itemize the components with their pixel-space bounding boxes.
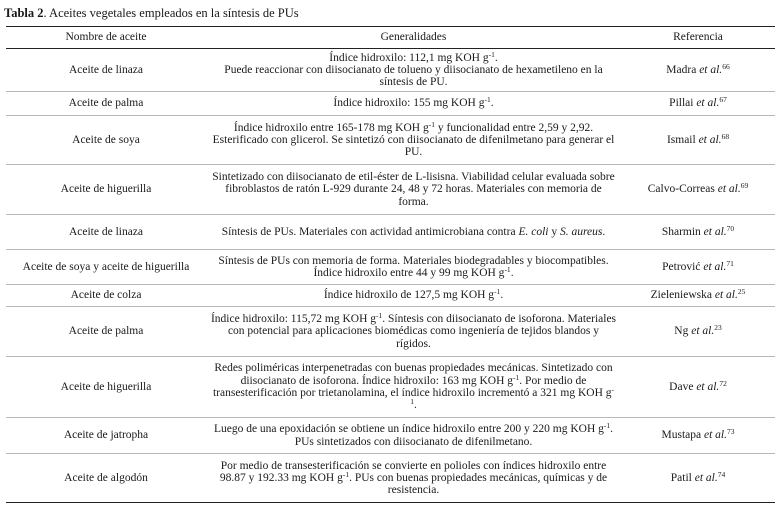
reference-cell: Sharmin et al.$^{70}$: [621, 215, 775, 250]
general-cell: Índice hidroxilo: 112,1 mg KOH $g^{-1}$. Puede reaccionar con diisocianato de tolueno y diisocianato de hexametileno en la síntesis de PU.: [206, 49, 621, 92]
table-caption: [4, 6, 299, 21]
reference-cell: Petrović et al.$^{71}$: [621, 250, 775, 285]
reference-cell: Pillai et al.$^{67}$: [621, 92, 775, 116]
table-row: [6, 116, 775, 165]
table-row: [6, 418, 775, 454]
general-cell: Redes poliméricas interpenetradas con buenas propiedades mecánicas. Sintetizado con diisocianato de isoforona. Índice hidroxilo: 163 mg KOH $g^{-1}$. Por medio de transesterificación por trietanolamina, el índice hidroxilo incrementó a 321 mg KOH $g^{-1}$.: [206, 357, 621, 418]
oil-name-cell: Aceite de linaza: [6, 49, 206, 92]
table-row: [6, 285, 775, 307]
table-row: [6, 454, 775, 503]
reference-cell: Patil et al.$^{74}$: [621, 454, 775, 503]
table-row: [6, 250, 775, 285]
oil-name-cell: Aceite de soya y aceite de higuerilla: [6, 250, 206, 285]
oil-name-cell: Aceite de jatropha: [6, 418, 206, 454]
reference-cell: Calvo-Correas et al.$^{69}$: [621, 165, 775, 215]
reference-cell: Ismail et al.$^{68}$: [621, 116, 775, 165]
table-label: Tabla 2: [4, 6, 44, 20]
reference-cell: Zieleniewska et al.$^{25}$: [621, 285, 775, 307]
oil-name-cell: Aceite de higuerilla: [6, 357, 206, 418]
general-cell: Síntesis de PUs. Materiales con actividad antimicrobiana contra E. coli y S. aureus.: [206, 215, 621, 250]
general-cell: Índice hidroxilo de 127,5 mg KOH $g^{-1}$.: [206, 285, 621, 307]
general-cell: Síntesis de PUs con memoria de forma. Materiales biodegradables y biocompatibles. Índice hidroxilo entre 44 y 99 mg KOH $g^{-1}$.: [206, 250, 621, 285]
oil-name-cell: Aceite de algodón: [6, 454, 206, 503]
reference-cell: Ng et al.$^{23}$: [621, 307, 775, 357]
general-cell: Índice hidroxilo entre 165-178 mg KOH $g^{-1}$ y funcionalidad entre 2,59 y 2,92. Esterificado con glicerol. Se sintetizó con diisocianato de difenilmetano para generar el PU.: [206, 116, 621, 165]
oil-name-cell: Aceite de higuerilla: [6, 165, 206, 215]
table-row: [6, 215, 775, 250]
oil-name-cell: Aceite de linaza: [6, 215, 206, 250]
header-row: [6, 27, 775, 49]
table-row: [6, 165, 775, 215]
reference-cell: Mustapa et al.$^{73}$: [621, 418, 775, 454]
oil-name-cell: Aceite de soya: [6, 116, 206, 165]
header-general: Generalidades: [206, 27, 621, 49]
general-cell: Índice hidroxilo: 115,72 mg KOH $g^{-1}$. Síntesis con diisocianato de isoforona. Materiales con potencial para aplicaciones biomédicas como ingeniería de tejidos blandos y rígidos.: [206, 307, 621, 357]
reference-cell: Madra et al.$^{66}$: [621, 49, 775, 92]
header-reference: Referencia: [621, 27, 775, 49]
oil-name-cell: Aceite de palma: [6, 307, 206, 357]
table-row: [6, 92, 775, 116]
table-row: [6, 307, 775, 357]
table-title: . Aceites vegetales empleados en la síntesis de PUs: [43, 6, 299, 20]
general-cell: Índice hidroxilo: 155 mg KOH $g^{-1}$.: [206, 92, 621, 116]
oil-name-cell: Aceite de colza: [6, 285, 206, 307]
general-cell: Por medio de transesterificación se convierte en polioles con índices hidroxilo entre 98.87 y 192.33 mg KOH $g^{-1}$. PUs con buenas propiedades mecánicas, químicas y de resistencia.: [206, 454, 621, 503]
general-cell: Luego de una epoxidación se obtiene un índice hidroxilo entre 200 y 220 mg KOH $g^{-1}$. PUs sintetizados con diisocianato de difenilmetano.: [206, 418, 621, 454]
table-row: [6, 49, 775, 92]
header-oil-name: Nombre de aceite: [6, 27, 206, 49]
reference-cell: Dave et al.$^{72}$: [621, 357, 775, 418]
oil-name-cell: Aceite de palma: [6, 92, 206, 116]
general-cell: Sintetizado con diisocianato de etil-éster de L-lisisna. Viabilidad celular evaluada sobre fibroblastos de ratón L-929 durante 24, 48 y 72 horas. Materiales con memoria de forma.: [206, 165, 621, 215]
oils-table: [6, 26, 775, 503]
table-row: [6, 357, 775, 418]
